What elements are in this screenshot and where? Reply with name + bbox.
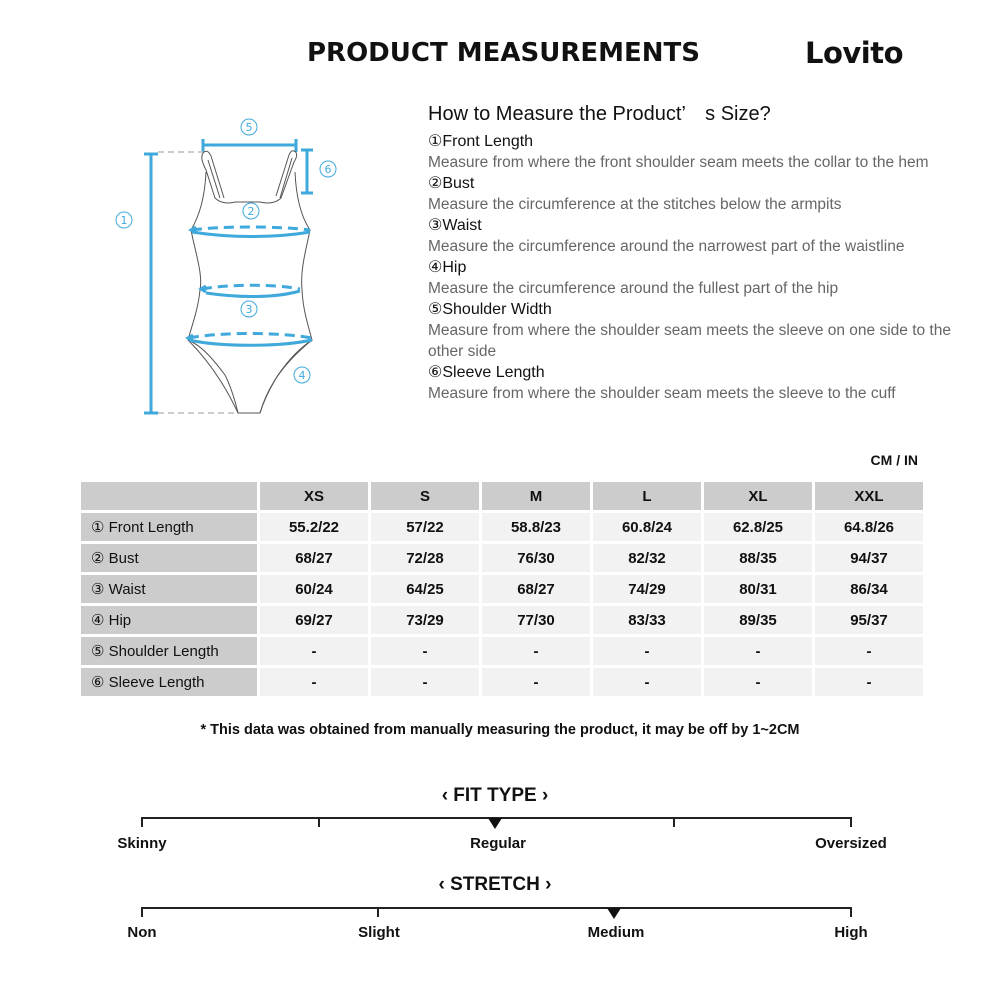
table-cell: - [704, 668, 812, 696]
guide-item-title: Waist [442, 217, 482, 234]
corner-cell [81, 482, 257, 510]
column-header: L [593, 482, 701, 510]
table-cell: 76/30 [482, 544, 590, 572]
column-header: XXL [815, 482, 923, 510]
table-cell: - [593, 637, 701, 665]
row-header: ① Front Length [81, 513, 257, 541]
page-title: PRODUCT MEASUREMENTS [307, 38, 700, 68]
guide-item-sleeve-length: ⑥Sleeve Length Measure from where the shoulder seam meets the sleeve to the cuff [428, 362, 968, 404]
table-cell: 83/33 [593, 606, 701, 634]
table-cell: - [371, 637, 479, 665]
stretch-title: ‹ STRETCH › [438, 874, 552, 895]
fit-label-regular: Regular [470, 835, 526, 852]
scale-tick [377, 907, 379, 917]
table-cell: - [482, 637, 590, 665]
size-table [78, 479, 926, 699]
table-cell: 86/34 [815, 575, 923, 603]
table-cell: - [704, 637, 812, 665]
stretch-label-medium: Medium [587, 924, 645, 941]
table-cell: 64.8/26 [815, 513, 923, 541]
table-cell: 68/27 [260, 544, 368, 572]
guide-item-title: Hip [442, 259, 467, 276]
guide-item-desc: Measure the circumference around the narrowest part of the waistline [428, 238, 905, 255]
table-cell: 74/29 [593, 575, 701, 603]
table-row [81, 668, 923, 696]
column-header: XS [260, 482, 368, 510]
table-cell: 95/37 [815, 606, 923, 634]
table-cell: - [593, 668, 701, 696]
table-row [81, 606, 923, 634]
table-cell: 82/32 [593, 544, 701, 572]
table-cell: 64/25 [371, 575, 479, 603]
guide-item-title: Sleeve Length [442, 364, 545, 381]
brand-logo: Lovito [805, 36, 904, 70]
stretch-marker-icon [607, 908, 621, 919]
svg-text:3: 3 [245, 303, 253, 316]
stretch-label-slight: Slight [358, 924, 400, 941]
disclaimer-note: * This data was obtained from manually measuring the product, it may be off by 1~2CM [200, 722, 800, 738]
table-cell: 72/28 [371, 544, 479, 572]
unit-label: CM / IN [870, 452, 918, 468]
table-cell: 73/29 [371, 606, 479, 634]
svg-text:2: 2 [247, 205, 255, 218]
table-cell: 60.8/24 [593, 513, 701, 541]
guide-item-desc: Measure from where the shoulder seam meets the sleeve on one side to the other side [428, 322, 951, 360]
guide-item-desc: Measure from where the front shoulder seam meets the collar to the hem [428, 154, 929, 171]
svg-text:4: 4 [298, 369, 306, 382]
scale-tick [850, 817, 852, 827]
guide-item-bust: ②Bust Measure the circumference at the stitches below the armpits [428, 173, 968, 215]
table-cell: 58.8/23 [482, 513, 590, 541]
svg-text:6: 6 [324, 163, 332, 176]
table-cell: 60/24 [260, 575, 368, 603]
measurement-guide [428, 100, 968, 404]
guide-item-front-length: ①Front Length Measure from where the front shoulder seam meets the collar to the hem [428, 131, 968, 173]
table-cell: 88/35 [704, 544, 812, 572]
guide-heading: How to Measure the Product’ s Size? [428, 103, 771, 125]
table-cell: 62.8/25 [704, 513, 812, 541]
row-header: ⑥ Sleeve Length [81, 668, 257, 696]
column-header: M [482, 482, 590, 510]
table-row [81, 637, 923, 665]
table-cell: - [260, 637, 368, 665]
table-cell: - [815, 637, 923, 665]
table-cell: 69/27 [260, 606, 368, 634]
fit-label-oversized: Oversized [815, 835, 887, 852]
table-cell: 55.2/22 [260, 513, 368, 541]
row-header: ② Bust [81, 544, 257, 572]
stretch-label-high: High [834, 924, 868, 941]
table-cell: 57/22 [371, 513, 479, 541]
row-header: ③ Waist [81, 575, 257, 603]
table-cell: - [371, 668, 479, 696]
guide-item-title: Front Length [442, 133, 534, 150]
guide-item-waist: ③Waist Measure the circumference around the narrowest part of the waistline [428, 215, 968, 257]
guide-item-title: Bust [442, 175, 475, 192]
table-cell: - [482, 668, 590, 696]
scale-tick [850, 907, 852, 917]
scale-tick [141, 817, 143, 827]
svg-text:5: 5 [245, 121, 253, 134]
guide-item-desc: Measure the circumference around the fullest part of the hip [428, 280, 839, 297]
scale-tick [141, 907, 143, 917]
svg-text:1: 1 [120, 214, 128, 227]
table-row [81, 575, 923, 603]
table-cell: 89/35 [704, 606, 812, 634]
table-header-row [81, 482, 923, 510]
table-row [81, 513, 923, 541]
fit-type-title: ‹ FIT TYPE › [441, 785, 549, 806]
table-cell: 68/27 [482, 575, 590, 603]
guide-item-hip: ④Hip Measure the circumference around the fullest part of the hip [428, 257, 968, 299]
table-cell: - [260, 668, 368, 696]
scale-line [141, 907, 852, 909]
row-header: ⑤ Shoulder Length [81, 637, 257, 665]
table-row [81, 544, 923, 572]
column-header: XL [704, 482, 812, 510]
table-cell: - [815, 668, 923, 696]
scale-tick [318, 817, 320, 827]
stretch-label-non: Non [127, 924, 157, 941]
column-header: S [371, 482, 479, 510]
table-cell: 94/37 [815, 544, 923, 572]
guide-item-title: Shoulder Width [442, 301, 552, 318]
scale-tick [673, 817, 675, 827]
guide-item-desc: Measure the circumference at the stitches below the armpits [428, 196, 842, 213]
fit-type-marker-icon [488, 818, 502, 829]
table-cell: 77/30 [482, 606, 590, 634]
guide-item-desc: Measure from where the shoulder seam meets the sleeve to the cuff [428, 385, 896, 402]
table-cell: 80/31 [704, 575, 812, 603]
guide-item-shoulder-width: ⑤Shoulder Width Measure from where the shoulder seam meets the sleeve on one side to the other side [428, 299, 968, 362]
row-header: ④ Hip [81, 606, 257, 634]
fit-label-skinny: Skinny [117, 835, 167, 852]
measurement-diagram [100, 100, 360, 430]
